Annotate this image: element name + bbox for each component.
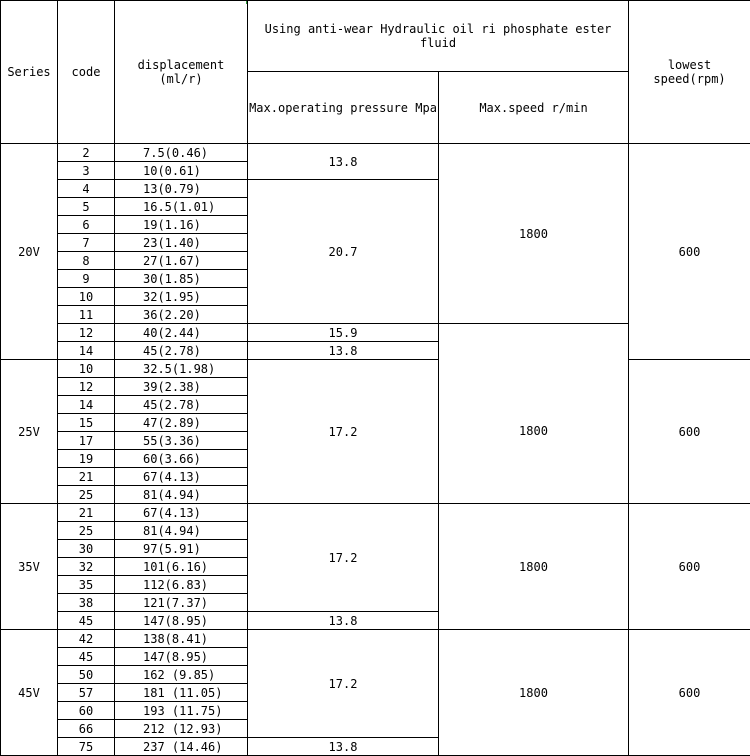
displacement-cell: 181 (11.05) (115, 684, 248, 702)
code-cell: 15 (58, 414, 115, 432)
code-cell: 38 (58, 594, 115, 612)
code-cell: 4 (58, 180, 115, 198)
pressure-cell: 15.9 (248, 324, 439, 342)
max-speed-cell: 1800 (439, 360, 629, 504)
displacement-cell: 67(4.13) (115, 504, 248, 522)
code-cell: 57 (58, 684, 115, 702)
series-cell: 35V (1, 504, 58, 630)
displacement-cell: 32.5(1.98) (115, 360, 248, 378)
code-cell: 45 (58, 648, 115, 666)
displacement-cell: 81(4.94) (115, 522, 248, 540)
pressure-cell: 13.8 (248, 144, 439, 180)
code-cell: 21 (58, 504, 115, 522)
code-cell: 35 (58, 576, 115, 594)
code-cell: 14 (58, 342, 115, 360)
max-speed-cell: 1800 (439, 504, 629, 630)
code-cell: 8 (58, 252, 115, 270)
displacement-cell: 237 (14.46) (115, 738, 248, 756)
displacement-cell: 30(1.85) (115, 270, 248, 288)
displacement-cell: 138(8.41) (115, 630, 248, 648)
code-cell: 6 (58, 216, 115, 234)
displacement-cell: 193 (11.75) (115, 702, 248, 720)
displacement-cell: 67(4.13) (115, 468, 248, 486)
displacement-cell: 147(8.95) (115, 648, 248, 666)
code-cell: 42 (58, 630, 115, 648)
pressure-cell: 17.2 (248, 630, 439, 738)
code-cell: 11 (58, 306, 115, 324)
code-cell: 2 (58, 144, 115, 162)
code-cell: 50 (58, 666, 115, 684)
displacement-cell: 23(1.40) (115, 234, 248, 252)
code-cell: 17 (58, 432, 115, 450)
code-cell: 9 (58, 270, 115, 288)
code-cell: 32 (58, 558, 115, 576)
displacement-cell: 112(6.83) (115, 576, 248, 594)
displacement-cell: 10(0.61) (115, 162, 248, 180)
code-cell: 30 (58, 540, 115, 558)
series-cell: 45V (1, 630, 58, 756)
series-cell: 20V (1, 144, 58, 360)
code-cell: 60 (58, 702, 115, 720)
pressure-cell: 13.8 (248, 342, 439, 360)
code-cell: 10 (58, 360, 115, 378)
header-code: code (58, 1, 115, 144)
pressure-cell: 17.2 (248, 504, 439, 612)
displacement-cell: 97(5.91) (115, 540, 248, 558)
code-cell: 25 (58, 522, 115, 540)
pressure-cell: 13.8 (248, 738, 439, 756)
code-cell: 10 (58, 288, 115, 306)
displacement-cell: 27(1.67) (115, 252, 248, 270)
lowest-speed-cell: 600 (629, 630, 750, 756)
displacement-cell: 45(2.78) (115, 342, 248, 360)
displacement-cell: 13(0.79) (115, 180, 248, 198)
code-cell: 14 (58, 396, 115, 414)
displacement-cell: 47(2.89) (115, 414, 248, 432)
code-cell: 19 (58, 450, 115, 468)
displacement-cell: 147(8.95) (115, 612, 248, 630)
header-max-pressure: Max.operating pressure Mpa (248, 72, 439, 144)
displacement-cell: 162 (9.85) (115, 666, 248, 684)
displacement-cell: 81(4.94) (115, 486, 248, 504)
code-cell: 12 (58, 378, 115, 396)
code-cell: 66 (58, 720, 115, 738)
displacement-cell: 40(2.44) (115, 324, 248, 342)
displacement-cell: 32(1.95) (115, 288, 248, 306)
pressure-cell: 17.2 (248, 360, 439, 504)
pressure-cell: 13.8 (248, 612, 439, 630)
code-cell: 45 (58, 612, 115, 630)
displacement-cell: 121(7.37) (115, 594, 248, 612)
displacement-cell: 45(2.78) (115, 396, 248, 414)
displacement-cell: 39(2.38) (115, 378, 248, 396)
displacement-cell: 19(1.16) (115, 216, 248, 234)
lowest-speed-cell: 600 (629, 144, 750, 360)
code-cell: 21 (58, 468, 115, 486)
header-displacement: displacement (ml/r) (115, 1, 248, 144)
code-cell: 3 (58, 162, 115, 180)
displacement-cell: 55(3.36) (115, 432, 248, 450)
max-speed-gap-cell (439, 324, 629, 360)
displacement-cell: 16.5(1.01) (115, 198, 248, 216)
code-cell: 12 (58, 324, 115, 342)
code-cell: 7 (58, 234, 115, 252)
pressure-cell: 20.7 (248, 180, 439, 324)
code-cell: 75 (58, 738, 115, 756)
header-lowest-speed: lowest speed(rpm) (629, 1, 750, 144)
header-series: Series (1, 1, 58, 144)
series-cell: 25V (1, 360, 58, 504)
code-cell: 25 (58, 486, 115, 504)
max-speed-cell: 1800 (439, 630, 629, 756)
code-cell: 5 (58, 198, 115, 216)
displacement-cell: 60(3.66) (115, 450, 248, 468)
lowest-speed-cell: 600 (629, 504, 750, 630)
displacement-cell: 212 (12.93) (115, 720, 248, 738)
displacement-cell: 101(6.16) (115, 558, 248, 576)
max-speed-cell: 1800 (439, 144, 629, 324)
displacement-cell: 36(2.20) (115, 306, 248, 324)
header-fluid-group: Using anti-wear Hydraulic oil ri phosphate ester fluid (248, 1, 629, 72)
displacement-cell: 7.5(0.46) (115, 144, 248, 162)
header-max-speed: Max.speed r/min (439, 72, 629, 144)
lowest-speed-cell: 600 (629, 360, 750, 504)
